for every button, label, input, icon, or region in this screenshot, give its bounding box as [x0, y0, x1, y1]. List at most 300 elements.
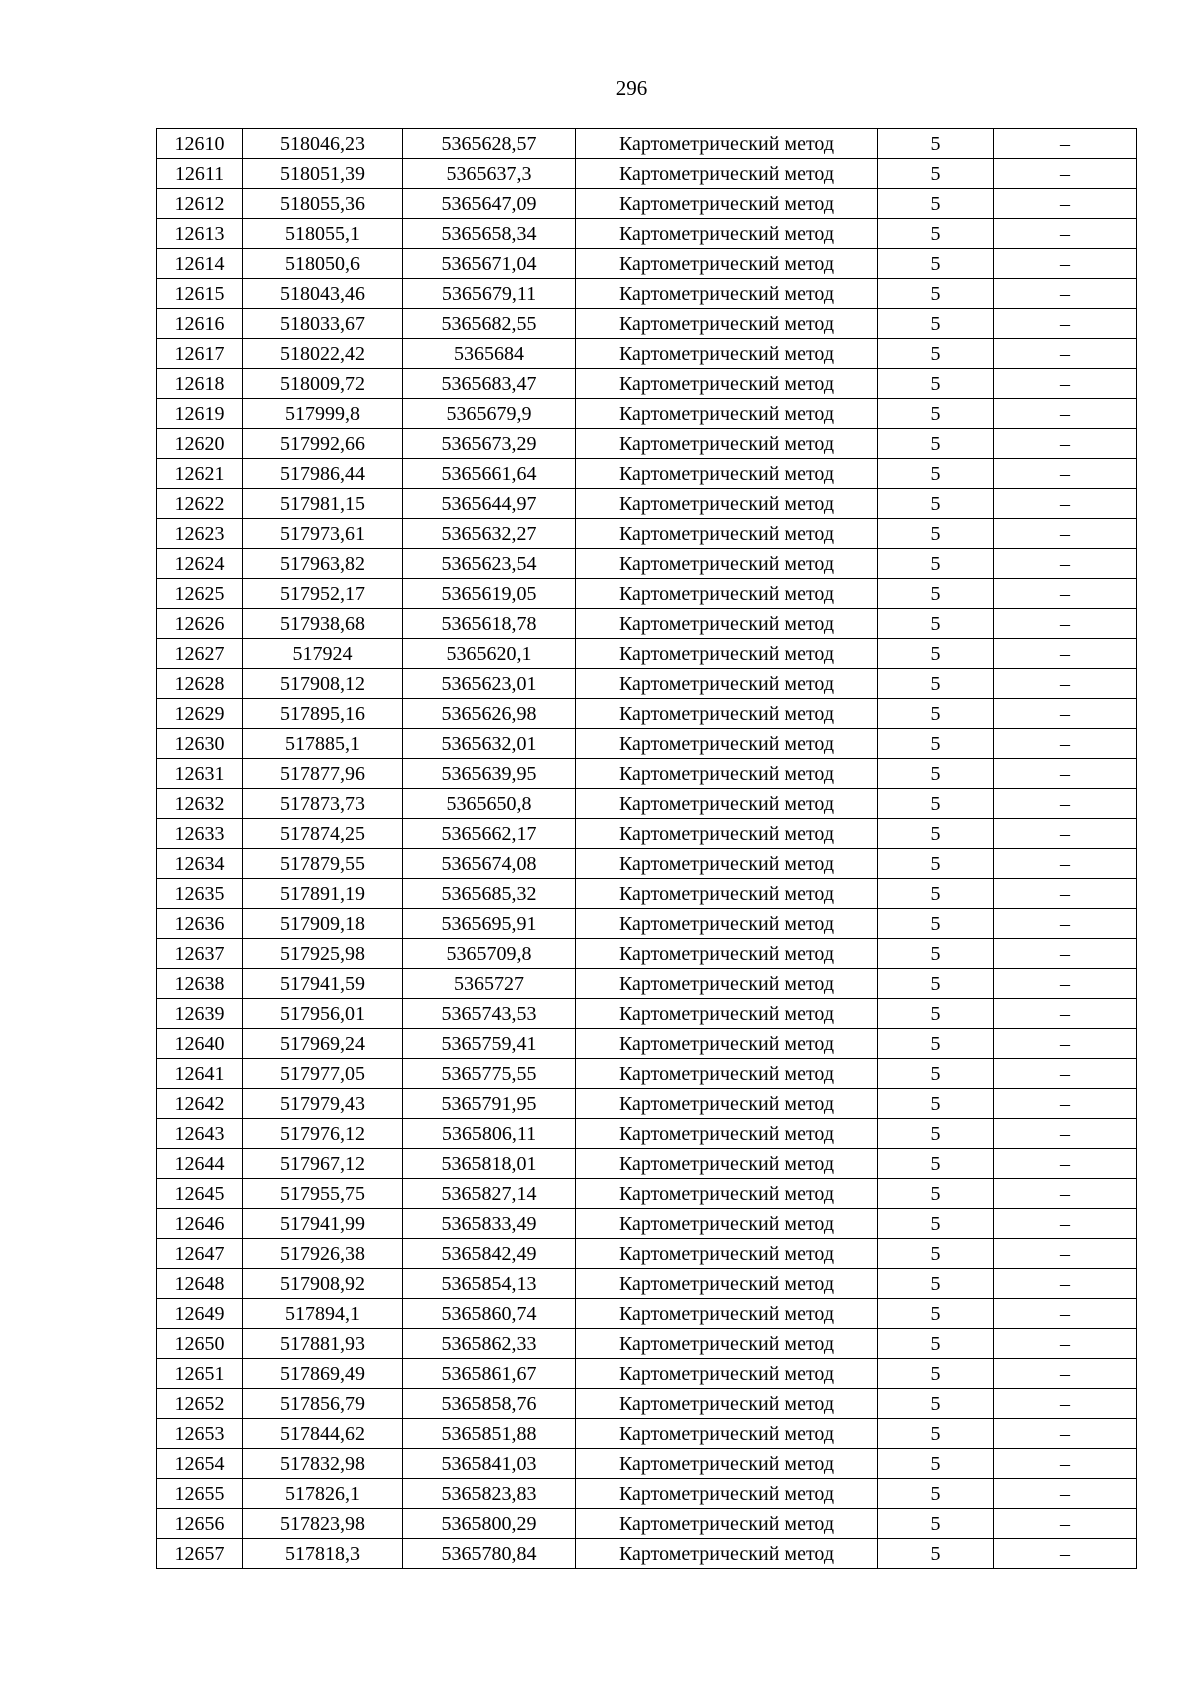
method-cell: Картометрический метод: [576, 129, 878, 159]
point-number-cell: 12611: [157, 159, 243, 189]
method-cell: Картометрический метод: [576, 1269, 878, 1299]
method-cell: Картометрический метод: [576, 759, 878, 789]
method-cell: Картометрический метод: [576, 1179, 878, 1209]
y-coordinate-cell: 5365618,78: [403, 609, 576, 639]
y-coordinate-cell: 5365806,11: [403, 1119, 576, 1149]
accuracy-cell: 5: [878, 1239, 994, 1269]
y-coordinate-cell: 5365632,01: [403, 729, 576, 759]
dash-cell: –: [994, 1479, 1137, 1509]
accuracy-cell: 5: [878, 1449, 994, 1479]
x-coordinate-cell: 517926,38: [243, 1239, 403, 1269]
point-number-cell: 12655: [157, 1479, 243, 1509]
accuracy-cell: 5: [878, 549, 994, 579]
x-coordinate-cell: 518009,72: [243, 369, 403, 399]
point-number-cell: 12634: [157, 849, 243, 879]
dash-cell: –: [994, 699, 1137, 729]
point-number-cell: 12643: [157, 1119, 243, 1149]
y-coordinate-cell: 5365818,01: [403, 1149, 576, 1179]
accuracy-cell: 5: [878, 189, 994, 219]
accuracy-cell: 5: [878, 1119, 994, 1149]
x-coordinate-cell: 518046,23: [243, 129, 403, 159]
point-number-cell: 12630: [157, 729, 243, 759]
table-row: [157, 1059, 1137, 1089]
point-number-cell: 12653: [157, 1419, 243, 1449]
method-cell: Картометрический метод: [576, 219, 878, 249]
table-row: [157, 399, 1137, 429]
point-number-cell: 12612: [157, 189, 243, 219]
method-cell: Картометрический метод: [576, 1449, 878, 1479]
accuracy-cell: 5: [878, 1149, 994, 1179]
dash-cell: –: [994, 1329, 1137, 1359]
point-number-cell: 12615: [157, 279, 243, 309]
table-row: [157, 1239, 1137, 1269]
point-number-cell: 12633: [157, 819, 243, 849]
method-cell: Картометрический метод: [576, 729, 878, 759]
table-row: [157, 1179, 1137, 1209]
dash-cell: –: [994, 1059, 1137, 1089]
method-cell: Картометрический метод: [576, 429, 878, 459]
accuracy-cell: 5: [878, 489, 994, 519]
method-cell: Картометрический метод: [576, 1029, 878, 1059]
accuracy-cell: 5: [878, 1479, 994, 1509]
method-cell: Картометрический метод: [576, 789, 878, 819]
point-number-cell: 12642: [157, 1089, 243, 1119]
accuracy-cell: 5: [878, 249, 994, 279]
dash-cell: –: [994, 459, 1137, 489]
accuracy-cell: 5: [878, 1359, 994, 1389]
y-coordinate-cell: 5365626,98: [403, 699, 576, 729]
accuracy-cell: 5: [878, 279, 994, 309]
y-coordinate-cell: 5365775,55: [403, 1059, 576, 1089]
method-cell: Картометрический метод: [576, 189, 878, 219]
method-cell: Картометрический метод: [576, 1389, 878, 1419]
y-coordinate-cell: 5365743,53: [403, 999, 576, 1029]
x-coordinate-cell: 517967,12: [243, 1149, 403, 1179]
x-coordinate-cell: 517869,49: [243, 1359, 403, 1389]
x-coordinate-cell: 517891,19: [243, 879, 403, 909]
y-coordinate-cell: 5365709,8: [403, 939, 576, 969]
point-number-cell: 12610: [157, 129, 243, 159]
x-coordinate-cell: 517955,75: [243, 1179, 403, 1209]
x-coordinate-cell: 517925,98: [243, 939, 403, 969]
accuracy-cell: 5: [878, 129, 994, 159]
dash-cell: –: [994, 249, 1137, 279]
dash-cell: –: [994, 159, 1137, 189]
method-cell: Картометрический метод: [576, 339, 878, 369]
y-coordinate-cell: 5365620,1: [403, 639, 576, 669]
method-cell: Картометрический метод: [576, 1089, 878, 1119]
dash-cell: –: [994, 1239, 1137, 1269]
dash-cell: –: [994, 939, 1137, 969]
table-row: [157, 639, 1137, 669]
accuracy-cell: 5: [878, 429, 994, 459]
dash-cell: –: [994, 759, 1137, 789]
dash-cell: –: [994, 339, 1137, 369]
method-cell: Картометрический метод: [576, 519, 878, 549]
table-row: [157, 339, 1137, 369]
y-coordinate-cell: 5365637,3: [403, 159, 576, 189]
dash-cell: –: [994, 1449, 1137, 1479]
accuracy-cell: 5: [878, 369, 994, 399]
method-cell: Картометрический метод: [576, 1539, 878, 1569]
point-number-cell: 12647: [157, 1239, 243, 1269]
y-coordinate-cell: 5365860,74: [403, 1299, 576, 1329]
table-row: [157, 1539, 1137, 1569]
accuracy-cell: 5: [878, 1299, 994, 1329]
table-row: [157, 729, 1137, 759]
accuracy-cell: 5: [878, 1539, 994, 1569]
x-coordinate-cell: 517924: [243, 639, 403, 669]
dash-cell: –: [994, 219, 1137, 249]
x-coordinate-cell: 518043,46: [243, 279, 403, 309]
point-number-cell: 12656: [157, 1509, 243, 1539]
point-number-cell: 12638: [157, 969, 243, 999]
y-coordinate-cell: 5365842,49: [403, 1239, 576, 1269]
accuracy-cell: 5: [878, 219, 994, 249]
table-row: [157, 609, 1137, 639]
table-row: [157, 129, 1137, 159]
accuracy-cell: 5: [878, 849, 994, 879]
method-cell: Картометрический метод: [576, 1059, 878, 1089]
point-number-cell: 12626: [157, 609, 243, 639]
y-coordinate-cell: 5365759,41: [403, 1029, 576, 1059]
method-cell: Картометрический метод: [576, 279, 878, 309]
y-coordinate-cell: 5365833,49: [403, 1209, 576, 1239]
accuracy-cell: 5: [878, 1059, 994, 1089]
table-row: [157, 1119, 1137, 1149]
table-row: [157, 1449, 1137, 1479]
x-coordinate-cell: 517986,44: [243, 459, 403, 489]
method-cell: Картометрический метод: [576, 1329, 878, 1359]
accuracy-cell: 5: [878, 1089, 994, 1119]
point-number-cell: 12619: [157, 399, 243, 429]
accuracy-cell: 5: [878, 729, 994, 759]
table-row: [157, 189, 1137, 219]
x-coordinate-cell: 517908,12: [243, 669, 403, 699]
y-coordinate-cell: 5365639,95: [403, 759, 576, 789]
x-coordinate-cell: 517941,59: [243, 969, 403, 999]
point-number-cell: 12651: [157, 1359, 243, 1389]
accuracy-cell: 5: [878, 1029, 994, 1059]
point-number-cell: 12621: [157, 459, 243, 489]
table-row: [157, 849, 1137, 879]
accuracy-cell: 5: [878, 609, 994, 639]
x-coordinate-cell: 518055,1: [243, 219, 403, 249]
dash-cell: –: [994, 819, 1137, 849]
x-coordinate-cell: 517818,3: [243, 1539, 403, 1569]
page-number: 296: [615, 76, 648, 100]
table-row: [157, 159, 1137, 189]
y-coordinate-cell: 5365827,14: [403, 1179, 576, 1209]
point-number-cell: 12644: [157, 1149, 243, 1179]
table-row: [157, 1509, 1137, 1539]
x-coordinate-cell: 517977,05: [243, 1059, 403, 1089]
dash-cell: –: [994, 1299, 1137, 1329]
table-row: [157, 1209, 1137, 1239]
dash-cell: –: [994, 909, 1137, 939]
dash-cell: –: [994, 189, 1137, 219]
x-coordinate-cell: 517895,16: [243, 699, 403, 729]
y-coordinate-cell: 5365858,76: [403, 1389, 576, 1419]
x-coordinate-cell: 517881,93: [243, 1329, 403, 1359]
y-coordinate-cell: 5365800,29: [403, 1509, 576, 1539]
point-number-cell: 12637: [157, 939, 243, 969]
table-row: [157, 1389, 1137, 1419]
y-coordinate-cell: 5365619,05: [403, 579, 576, 609]
x-coordinate-cell: 517908,92: [243, 1269, 403, 1299]
method-cell: Картометрический метод: [576, 1239, 878, 1269]
point-number-cell: 12618: [157, 369, 243, 399]
point-number-cell: 12631: [157, 759, 243, 789]
table-row: [157, 279, 1137, 309]
table-row: [157, 429, 1137, 459]
method-cell: Картометрический метод: [576, 159, 878, 189]
method-cell: Картометрический метод: [576, 1419, 878, 1449]
x-coordinate-cell: 517909,18: [243, 909, 403, 939]
accuracy-cell: 5: [878, 579, 994, 609]
x-coordinate-cell: 518050,6: [243, 249, 403, 279]
point-number-cell: 12616: [157, 309, 243, 339]
point-number-cell: 12646: [157, 1209, 243, 1239]
dash-cell: –: [994, 849, 1137, 879]
method-cell: Картометрический метод: [576, 1509, 878, 1539]
dash-cell: –: [994, 489, 1137, 519]
point-number-cell: 12629: [157, 699, 243, 729]
method-cell: Картометрический метод: [576, 1209, 878, 1239]
dash-cell: –: [994, 1389, 1137, 1419]
point-number-cell: 12654: [157, 1449, 243, 1479]
point-number-cell: 12617: [157, 339, 243, 369]
dash-cell: –: [994, 669, 1137, 699]
accuracy-cell: 5: [878, 879, 994, 909]
table-row: [157, 759, 1137, 789]
y-coordinate-cell: 5365780,84: [403, 1539, 576, 1569]
y-coordinate-cell: 5365673,29: [403, 429, 576, 459]
table-row: [157, 1419, 1137, 1449]
point-number-cell: 12624: [157, 549, 243, 579]
accuracy-cell: 5: [878, 669, 994, 699]
table-row: [157, 1329, 1137, 1359]
y-coordinate-cell: 5365679,9: [403, 399, 576, 429]
method-cell: Картометрический метод: [576, 699, 878, 729]
dash-cell: –: [994, 969, 1137, 999]
method-cell: Картометрический метод: [576, 489, 878, 519]
x-coordinate-cell: 517992,66: [243, 429, 403, 459]
dash-cell: –: [994, 369, 1137, 399]
accuracy-cell: 5: [878, 1179, 994, 1209]
x-coordinate-cell: 517832,98: [243, 1449, 403, 1479]
y-coordinate-cell: 5365861,67: [403, 1359, 576, 1389]
dash-cell: –: [994, 1209, 1137, 1239]
accuracy-cell: 5: [878, 819, 994, 849]
table-row: [157, 909, 1137, 939]
dash-cell: –: [994, 279, 1137, 309]
point-number-cell: 12650: [157, 1329, 243, 1359]
point-number-cell: 12649: [157, 1299, 243, 1329]
dash-cell: –: [994, 1359, 1137, 1389]
dash-cell: –: [994, 1539, 1137, 1569]
method-cell: Картометрический метод: [576, 909, 878, 939]
y-coordinate-cell: 5365644,97: [403, 489, 576, 519]
dash-cell: –: [994, 1509, 1137, 1539]
table-row: [157, 1479, 1137, 1509]
table-row: [157, 999, 1137, 1029]
dash-cell: –: [994, 1089, 1137, 1119]
table-row: [157, 579, 1137, 609]
accuracy-cell: 5: [878, 519, 994, 549]
method-cell: Картометрический метод: [576, 849, 878, 879]
table-row: [157, 1149, 1137, 1179]
x-coordinate-cell: 517894,1: [243, 1299, 403, 1329]
table-row: [157, 1089, 1137, 1119]
accuracy-cell: 5: [878, 1329, 994, 1359]
method-cell: Картометрический метод: [576, 819, 878, 849]
point-number-cell: 12627: [157, 639, 243, 669]
accuracy-cell: 5: [878, 1269, 994, 1299]
table-row: [157, 459, 1137, 489]
y-coordinate-cell: 5365662,17: [403, 819, 576, 849]
x-coordinate-cell: 517981,15: [243, 489, 403, 519]
y-coordinate-cell: 5365679,11: [403, 279, 576, 309]
x-coordinate-cell: 517877,96: [243, 759, 403, 789]
method-cell: Картометрический метод: [576, 1479, 878, 1509]
method-cell: Картометрический метод: [576, 369, 878, 399]
dash-cell: –: [994, 609, 1137, 639]
method-cell: Картометрический метод: [576, 879, 878, 909]
accuracy-cell: 5: [878, 159, 994, 189]
method-cell: Картометрический метод: [576, 969, 878, 999]
y-coordinate-cell: 5365823,83: [403, 1479, 576, 1509]
table-row: [157, 699, 1137, 729]
point-number-cell: 12635: [157, 879, 243, 909]
accuracy-cell: 5: [878, 459, 994, 489]
point-number-cell: 12648: [157, 1269, 243, 1299]
method-cell: Картометрический метод: [576, 639, 878, 669]
y-coordinate-cell: 5365727: [403, 969, 576, 999]
method-cell: Картометрический метод: [576, 399, 878, 429]
dash-cell: –: [994, 429, 1137, 459]
y-coordinate-cell: 5365661,64: [403, 459, 576, 489]
y-coordinate-cell: 5365628,57: [403, 129, 576, 159]
point-number-cell: 12628: [157, 669, 243, 699]
dash-cell: –: [994, 789, 1137, 819]
y-coordinate-cell: 5365682,55: [403, 309, 576, 339]
table-row: [157, 1269, 1137, 1299]
dash-cell: –: [994, 399, 1137, 429]
point-number-cell: 12640: [157, 1029, 243, 1059]
table-row: [157, 939, 1137, 969]
y-coordinate-cell: 5365647,09: [403, 189, 576, 219]
x-coordinate-cell: 517963,82: [243, 549, 403, 579]
point-number-cell: 12641: [157, 1059, 243, 1089]
method-cell: Картометрический метод: [576, 999, 878, 1029]
accuracy-cell: 5: [878, 939, 994, 969]
y-coordinate-cell: 5365623,01: [403, 669, 576, 699]
accuracy-cell: 5: [878, 789, 994, 819]
point-number-cell: 12645: [157, 1179, 243, 1209]
point-number-cell: 12625: [157, 579, 243, 609]
table-row: [157, 1029, 1137, 1059]
point-number-cell: 12614: [157, 249, 243, 279]
dash-cell: –: [994, 1269, 1137, 1299]
dash-cell: –: [994, 1179, 1137, 1209]
x-coordinate-cell: 518022,42: [243, 339, 403, 369]
y-coordinate-cell: 5365854,13: [403, 1269, 576, 1299]
point-number-cell: 12652: [157, 1389, 243, 1419]
point-number-cell: 12613: [157, 219, 243, 249]
x-coordinate-cell: 517979,43: [243, 1089, 403, 1119]
accuracy-cell: 5: [878, 1509, 994, 1539]
table-row: [157, 369, 1137, 399]
point-number-cell: 12632: [157, 789, 243, 819]
table-row: [157, 1299, 1137, 1329]
dash-cell: –: [994, 519, 1137, 549]
point-number-cell: 12639: [157, 999, 243, 1029]
x-coordinate-cell: 517826,1: [243, 1479, 403, 1509]
dash-cell: –: [994, 729, 1137, 759]
table-row: [157, 249, 1137, 279]
x-coordinate-cell: 518033,67: [243, 309, 403, 339]
table-row: [157, 309, 1137, 339]
accuracy-cell: 5: [878, 309, 994, 339]
method-cell: Картометрический метод: [576, 249, 878, 279]
method-cell: Картометрический метод: [576, 669, 878, 699]
accuracy-cell: 5: [878, 339, 994, 369]
accuracy-cell: 5: [878, 699, 994, 729]
method-cell: Картометрический метод: [576, 549, 878, 579]
table-row: [157, 969, 1137, 999]
table-row: [157, 879, 1137, 909]
accuracy-cell: 5: [878, 999, 994, 1029]
table-row: [157, 789, 1137, 819]
dash-cell: –: [994, 129, 1137, 159]
x-coordinate-cell: 517879,55: [243, 849, 403, 879]
y-coordinate-cell: 5365674,08: [403, 849, 576, 879]
dash-cell: –: [994, 579, 1137, 609]
y-coordinate-cell: 5365683,47: [403, 369, 576, 399]
table-row: [157, 819, 1137, 849]
y-coordinate-cell: 5365841,03: [403, 1449, 576, 1479]
y-coordinate-cell: 5365851,88: [403, 1419, 576, 1449]
accuracy-cell: 5: [878, 969, 994, 999]
x-coordinate-cell: 517956,01: [243, 999, 403, 1029]
y-coordinate-cell: 5365632,27: [403, 519, 576, 549]
method-cell: Картометрический метод: [576, 1359, 878, 1389]
x-coordinate-cell: 517938,68: [243, 609, 403, 639]
y-coordinate-cell: 5365623,54: [403, 549, 576, 579]
y-coordinate-cell: 5365791,95: [403, 1089, 576, 1119]
method-cell: Картометрический метод: [576, 939, 878, 969]
y-coordinate-cell: 5365658,34: [403, 219, 576, 249]
y-coordinate-cell: 5365862,33: [403, 1329, 576, 1359]
x-coordinate-cell: 517873,73: [243, 789, 403, 819]
dash-cell: –: [994, 549, 1137, 579]
accuracy-cell: 5: [878, 1419, 994, 1449]
dash-cell: –: [994, 999, 1137, 1029]
x-coordinate-cell: 517952,17: [243, 579, 403, 609]
method-cell: Картометрический метод: [576, 609, 878, 639]
table-row: [157, 489, 1137, 519]
method-cell: Картометрический метод: [576, 309, 878, 339]
method-cell: Картометрический метод: [576, 1299, 878, 1329]
x-coordinate-cell: 517973,61: [243, 519, 403, 549]
dash-cell: –: [994, 639, 1137, 669]
table-row: [157, 1359, 1137, 1389]
method-cell: Картометрический метод: [576, 1149, 878, 1179]
y-coordinate-cell: 5365684: [403, 339, 576, 369]
x-coordinate-cell: 517976,12: [243, 1119, 403, 1149]
accuracy-cell: 5: [878, 759, 994, 789]
